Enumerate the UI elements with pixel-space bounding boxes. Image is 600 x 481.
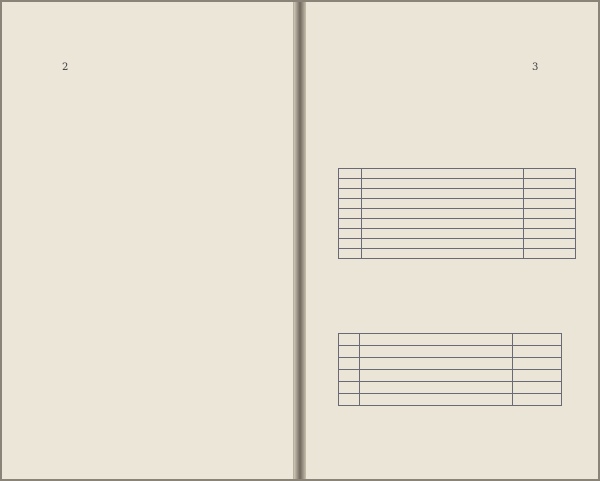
table-cell [361,229,523,239]
text-line [36,388,277,402]
table-cell [361,179,523,189]
table-cell [360,370,513,382]
table-cell [513,394,562,406]
table-cell [339,346,360,358]
table-row [339,382,562,394]
table-cell [523,229,575,239]
text-line [36,344,277,358]
table-cell [361,249,523,259]
text-line [36,234,277,248]
line-rate-table [338,333,562,406]
table-cell [360,394,513,406]
table-cell [339,209,362,219]
table-cell [523,189,575,199]
table-cell [339,382,360,394]
text-line [36,190,277,204]
table-cell [360,346,513,358]
table-cell [339,199,362,209]
table-cell [339,229,362,239]
text-line [324,267,576,281]
table-cell [361,199,523,209]
table-cell [361,189,523,199]
table-row [339,249,576,259]
table-header-cell [523,169,575,179]
table-cell [339,239,362,249]
table-cell [523,249,575,259]
table-row [339,219,576,229]
text-line [324,311,576,325]
table-header-cell [339,334,360,346]
table-cell [513,370,562,382]
table-cell [513,358,562,370]
table-header-row [339,169,576,179]
table-row [339,189,576,199]
table-header-cell [361,169,523,179]
section-title [36,80,277,94]
text-line [324,146,576,160]
table-cell [361,219,523,229]
table-cell [361,209,523,219]
table-cell [339,219,362,229]
section-title [324,414,576,428]
text-line [36,278,277,292]
table-cell [360,382,513,394]
table-cell [523,209,575,219]
table-header-cell [339,169,362,179]
table-cell [339,249,362,259]
text-line [36,124,277,138]
text-line [36,366,277,380]
table-row [339,346,562,358]
left-page [2,2,294,479]
table-row [339,239,576,249]
text-line [324,124,576,138]
page-number-left: 2 [62,62,69,73]
section-title [324,80,576,94]
book-gutter [294,2,306,479]
table-cell [523,179,575,189]
text-line [36,212,277,226]
table-row [339,229,576,239]
table-row [339,209,576,219]
right-page-body [324,58,576,428]
table-cell [339,370,360,382]
table-cell [339,179,362,189]
book-spread [2,2,598,479]
left-page-body [36,58,277,424]
table-cell [339,358,360,370]
table-row [339,358,562,370]
table-cell [523,239,575,249]
text-line [36,256,277,270]
table-row [339,179,576,189]
table-cell [513,382,562,394]
table-header-row [339,334,562,346]
text-line [36,168,277,182]
text-line [324,102,576,116]
text-line [36,102,277,116]
text-line [36,322,277,336]
table-cell [339,189,362,199]
table-cell [513,346,562,358]
table-header-cell [513,334,562,346]
page-number-right: 3 [532,62,539,73]
right-page [306,2,598,479]
rate-table [338,168,576,259]
table-cell [360,358,513,370]
table-header-cell [360,334,513,346]
text-line [324,289,576,303]
table-cell [523,219,575,229]
text-line [36,146,277,160]
table-cell [361,239,523,249]
table-cell [523,199,575,209]
table-row [339,370,562,382]
text-line [36,410,277,424]
table-row [339,394,562,406]
text-line [36,300,277,314]
table-cell [339,394,360,406]
text-line [36,58,277,72]
table-row [339,199,576,209]
